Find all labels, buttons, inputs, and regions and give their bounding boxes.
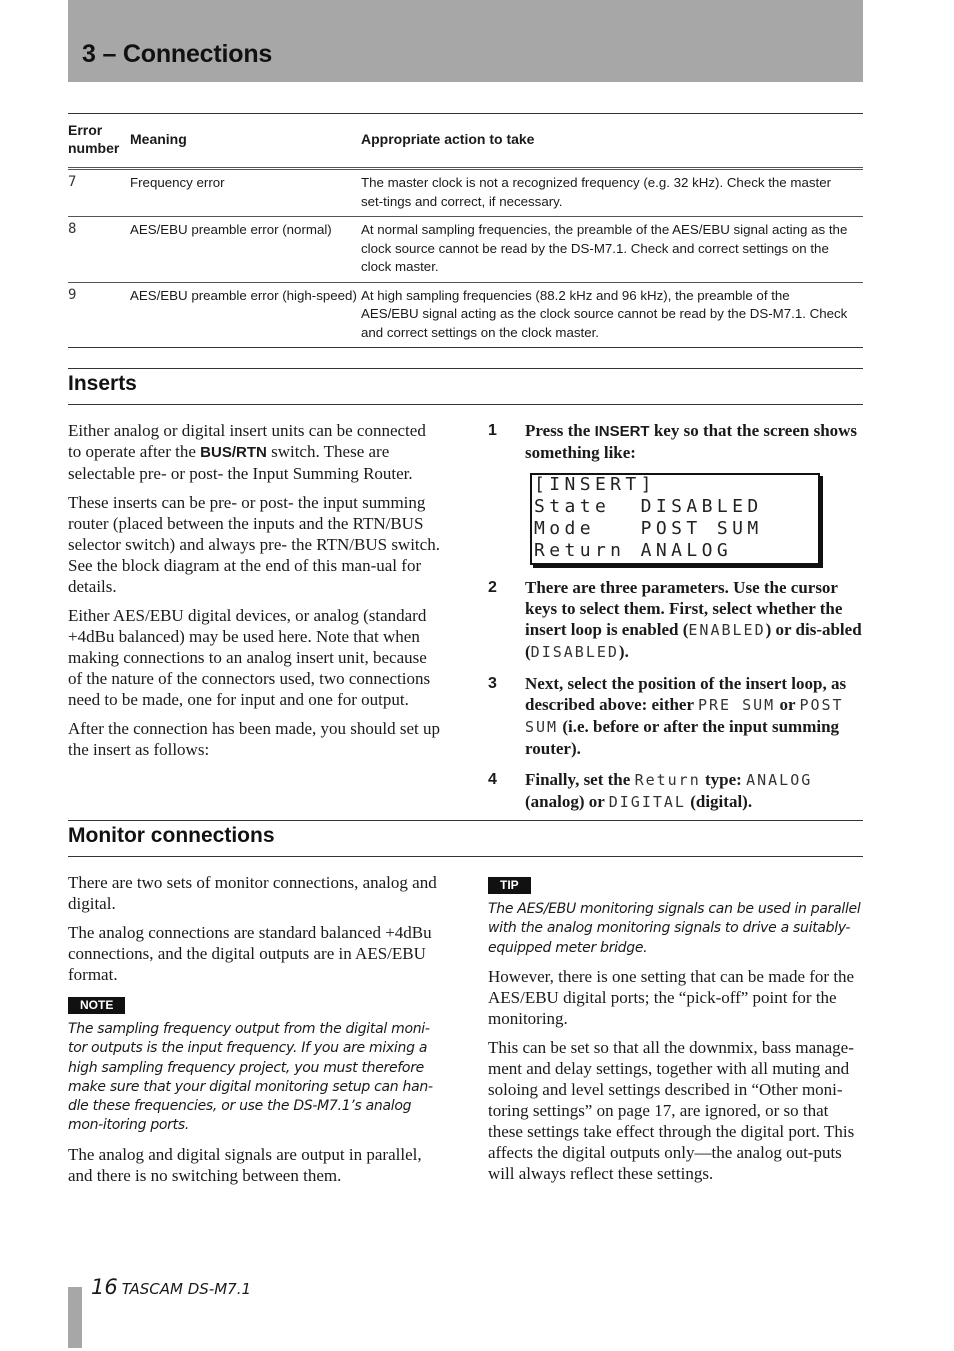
step-number: 2 — [488, 579, 497, 596]
digital-value: DIGITAL — [608, 793, 686, 811]
step-1 — [488, 420, 863, 463]
bus-rtn-key-label: BUS/RTN — [200, 444, 267, 461]
text-run: There are three parameters. Use the cursor keys to select them. First, select whether the insert loop is enabled ( — [525, 578, 843, 639]
col-header-action: Appropriate action to take — [361, 131, 535, 147]
return-value: Return — [634, 771, 701, 789]
col-header-error-number-line2: number — [68, 140, 120, 156]
inserts-left-column — [68, 420, 443, 768]
table-row — [68, 170, 863, 217]
col-header-error-number — [68, 121, 119, 157]
step-number: 3 — [488, 675, 497, 692]
monitor-paragraph-4: However, there is one setting that can be made for the AES/EBU digital ports; the “pick-off” point for the monitoring. — [488, 966, 855, 1028]
error-number: 7 — [68, 174, 77, 190]
error-table — [68, 113, 863, 348]
monitor-heading: Monitor connections — [68, 824, 275, 847]
error-meaning: AES/EBU preamble error (high-speed) — [130, 287, 357, 303]
monitor-paragraph-1: There are two sets of monitor connections, analog and digital. — [68, 873, 437, 913]
step-number: 1 — [488, 422, 497, 439]
table-row — [68, 217, 863, 283]
lcd-line: Return ANALOG — [534, 540, 733, 561]
step-number: 4 — [488, 771, 497, 788]
text-run: type: — [700, 770, 747, 789]
monitor-left-column — [68, 872, 446, 1194]
monitor-rule-top — [68, 820, 863, 821]
step-4 — [488, 769, 863, 813]
text-run: Either analog or digital insert units can be connected to operate after the — [68, 421, 426, 461]
inserts-right-column — [488, 420, 863, 823]
inserts-paragraph-3: Either AES/EBU digital devices, or analog (standard +4dBu balanced) may be used here. Note that when making connections to an analog insert unit, because of the nature of the connectors used, two connections need to be made, one for input and one for output. — [68, 606, 431, 709]
inserts-rule-bottom — [68, 404, 863, 405]
inserts-heading: Inserts — [68, 372, 137, 395]
col-header-error-number-line1: Error — [68, 122, 103, 138]
inserts-paragraph-2: These inserts can be pre- or post- the input summing router (placed between the inputs and the RTN/BUS selector switch) and always pre- the RTN/BUS switch. See the block diagram at the end of this man-ual for details. — [68, 493, 440, 596]
monitor-paragraph-3: The analog and digital signals are output in parallel, and there is no switching between them. — [68, 1144, 422, 1185]
text-run: ). — [618, 642, 629, 661]
error-table-header — [68, 114, 863, 170]
note-text: The sampling frequency output from the digital moni-tor outputs is the input frequency. If you are mixing a high sampling frequency project, you must therefore make sure that your digital monitoring setup can han-dle these frequencies, or use the DS-M7.1’s analog mon-itoring ports. — [68, 1021, 433, 1134]
text-run: key so that the screen shows something like: — [525, 421, 858, 462]
error-meaning: AES/EBU preamble error (normal) — [130, 222, 332, 237]
analog-value: ANALOG — [746, 771, 813, 789]
inserts-rule-top — [68, 368, 863, 369]
pre-sum-value: PRE SUM — [697, 696, 776, 714]
lcd-screen-display — [530, 473, 820, 565]
text-run: or — [775, 695, 800, 714]
text-run: (analog) or — [525, 792, 609, 811]
footer-bar — [68, 1287, 82, 1348]
error-action: At normal sampling frequencies, the preamble of the AES/EBU signal acting as the clock source cannot be read by the DS-M7.1. Check and correct settings on the clock master. — [361, 222, 848, 274]
error-meaning: Frequency error — [130, 175, 225, 190]
error-action: The master clock is not a recognized frequency (e.g. 32 kHz). Check the master set-tings and correct, if necessary. — [361, 175, 832, 209]
text-run: (digital). — [685, 792, 753, 811]
inserts-paragraph-1 — [68, 420, 443, 484]
monitor-right-column — [488, 872, 864, 1192]
monitor-rule-bottom — [68, 856, 863, 857]
error-action: At high sampling frequencies (88.2 kHz and 96 kHz), the preamble of the AES/EBU signal acting as the clock source cannot be read by the DS-M7.1. Check and correct settings on the clock master. — [361, 287, 848, 340]
step-2 — [488, 577, 863, 663]
tip-badge: TIP — [488, 877, 531, 894]
error-number: 8 — [68, 221, 77, 237]
lcd-line: Mode POST SUM — [534, 518, 763, 539]
error-number: 9 — [68, 286, 77, 303]
disabled-value: DISABLED — [530, 643, 619, 661]
monitor-paragraph-2: The analog connections are standard balanced +4dBu connections, and the digital outputs are in AES/EBU format. — [68, 923, 432, 984]
chapter-title: 3 – Connections — [82, 40, 273, 68]
monitor-paragraph-5: This can be set so that all the downmix, bass manage-ment and delay settings, together with all muting and soloing and level settings described in “Other moni-toring settings” on page 17, are ignored, or so that these settings take effect through the digital port. This affects the digital outputs only—the analog out-puts will always reflect these settings. — [488, 1037, 855, 1183]
tip-text: The AES/EBU monitoring signals can be used in parallel with the analog monitoring signals to drive a suitably-equipped meter bridge. — [488, 901, 861, 956]
inserts-paragraph-4: After the connection has been made, you should set up the insert as follows: — [68, 719, 441, 759]
table-row — [68, 283, 863, 348]
text-run: switch. These are selectable pre- or post- the Input Summing Router. — [68, 442, 413, 483]
text-run: Finally, set the — [525, 770, 635, 789]
text-run: Press the — [525, 421, 595, 440]
post-sum-value: POST SUM — [525, 696, 844, 736]
lcd-line: State DISABLED — [534, 496, 763, 517]
lcd-line: [INSERT] — [534, 474, 656, 495]
product-model: TASCAM DS-M7.1 — [121, 1280, 252, 1298]
footer — [91, 1275, 251, 1299]
step-3 — [488, 673, 863, 759]
note-badge: NOTE — [68, 997, 125, 1014]
page-number: 16 — [91, 1275, 118, 1299]
text-run: (i.e. before or after the input summing router). — [525, 717, 840, 758]
enabled-value: ENABLED — [688, 621, 766, 639]
text-run: Next, select the position of the insert loop, as described above: either — [525, 674, 847, 714]
insert-key-label: INSERT — [594, 423, 650, 440]
chapter-header-bar — [68, 0, 863, 82]
text-run: ) or dis-abled ( — [525, 620, 862, 661]
col-header-meaning: Meaning — [130, 131, 187, 147]
